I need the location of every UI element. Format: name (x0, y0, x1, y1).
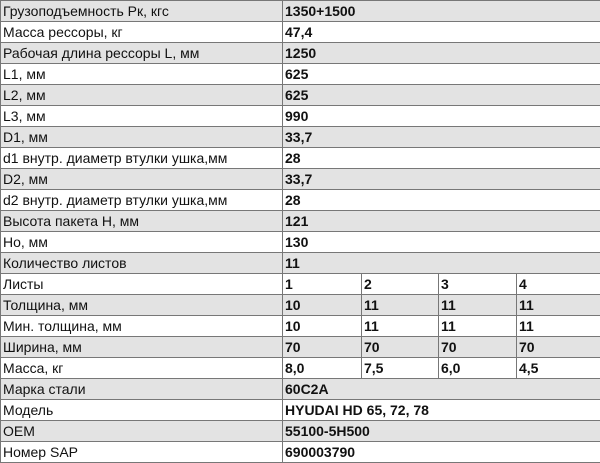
row-value: 33,7 (283, 127, 600, 148)
row-label: Мин. толщина, мм (1, 316, 283, 337)
table-row (1, 148, 600, 169)
row-label: Высота пакета H, мм (1, 211, 283, 232)
row-value-cell: 2 (362, 274, 439, 295)
table-row (1, 1, 600, 22)
row-value: 1250 (283, 43, 600, 64)
row-label: L2, мм (1, 85, 283, 106)
table-row (1, 106, 600, 127)
row-label: Количество листов (1, 253, 283, 274)
row-label: OEM (1, 421, 283, 442)
row-value-cell: 11 (517, 295, 600, 316)
row-value-cell: 1 (283, 274, 362, 295)
row-label: Листы (1, 274, 283, 295)
row-value-cell: 6,0 (439, 358, 517, 379)
row-label: Толщина, мм (1, 295, 283, 316)
row-value-cell: 7,5 (362, 358, 439, 379)
row-label: Грузоподъемность Рк, кгс (1, 1, 283, 22)
row-value: 130 (283, 232, 600, 253)
row-value-cell: 70 (362, 337, 439, 358)
row-value: 11 (283, 253, 600, 274)
row-label: L1, мм (1, 64, 283, 85)
table-row (1, 64, 600, 85)
row-value-cell: 4 (517, 274, 600, 295)
row-label: Ширина, мм (1, 337, 283, 358)
table-row (1, 43, 600, 64)
row-value: 47,4 (283, 22, 600, 43)
table-row (1, 211, 600, 232)
row-value-cell: 10 (283, 295, 362, 316)
row-value-cell: 70 (439, 337, 517, 358)
table-row (1, 400, 600, 421)
table-row (1, 85, 600, 106)
table-row (1, 358, 600, 379)
row-label: L3, мм (1, 106, 283, 127)
row-value-cell: 11 (517, 316, 600, 337)
row-value-cell: 70 (517, 337, 600, 358)
table-row (1, 22, 600, 43)
row-value-cell: 70 (283, 337, 362, 358)
row-value-cell: 11 (439, 316, 517, 337)
row-value: 33,7 (283, 169, 600, 190)
row-value-cell: 11 (439, 295, 517, 316)
row-value: 121 (283, 211, 600, 232)
row-value: 28 (283, 148, 600, 169)
row-label: Номер SAP (1, 442, 283, 463)
row-label: D2, мм (1, 169, 283, 190)
row-label: Модель (1, 400, 283, 421)
row-value: 60С2А (283, 379, 600, 400)
table-row (1, 253, 600, 274)
row-label: d1 внутр. диаметр втулки ушка,мм (1, 148, 283, 169)
table-row (1, 169, 600, 190)
table-row (1, 127, 600, 148)
row-value-cell: 10 (283, 316, 362, 337)
table-row (1, 316, 600, 337)
row-value: 28 (283, 190, 600, 211)
row-value: 625 (283, 64, 600, 85)
row-value: 55100-5H500 (283, 421, 600, 442)
table-row (1, 379, 600, 400)
row-label: Ho, мм (1, 232, 283, 253)
spec-table-body (1, 1, 600, 463)
table-row (1, 232, 600, 253)
row-label: d2 внутр. диаметр втулки ушка,мм (1, 190, 283, 211)
table-row (1, 421, 600, 442)
table-row (1, 295, 600, 316)
table-row (1, 274, 600, 295)
row-label: Масса, кг (1, 358, 283, 379)
table-row (1, 337, 600, 358)
row-value-cell: 3 (439, 274, 517, 295)
row-label: Рабочая длина рессоры L, мм (1, 43, 283, 64)
row-value-cell: 8,0 (283, 358, 362, 379)
row-label: Марка стали (1, 379, 283, 400)
row-value: 1350+1500 (283, 1, 600, 22)
row-value: 625 (283, 85, 600, 106)
row-value: 690003790 (283, 442, 600, 463)
row-value: 990 (283, 106, 600, 127)
row-label: D1, мм (1, 127, 283, 148)
row-value-cell: 11 (362, 295, 439, 316)
row-label: Масса рессоры, кг (1, 22, 283, 43)
row-value-cell: 4,5 (517, 358, 600, 379)
table-row (1, 190, 600, 211)
row-value-cell: 11 (362, 316, 439, 337)
row-value: HYUDAI HD 65, 72, 78 (283, 400, 600, 421)
